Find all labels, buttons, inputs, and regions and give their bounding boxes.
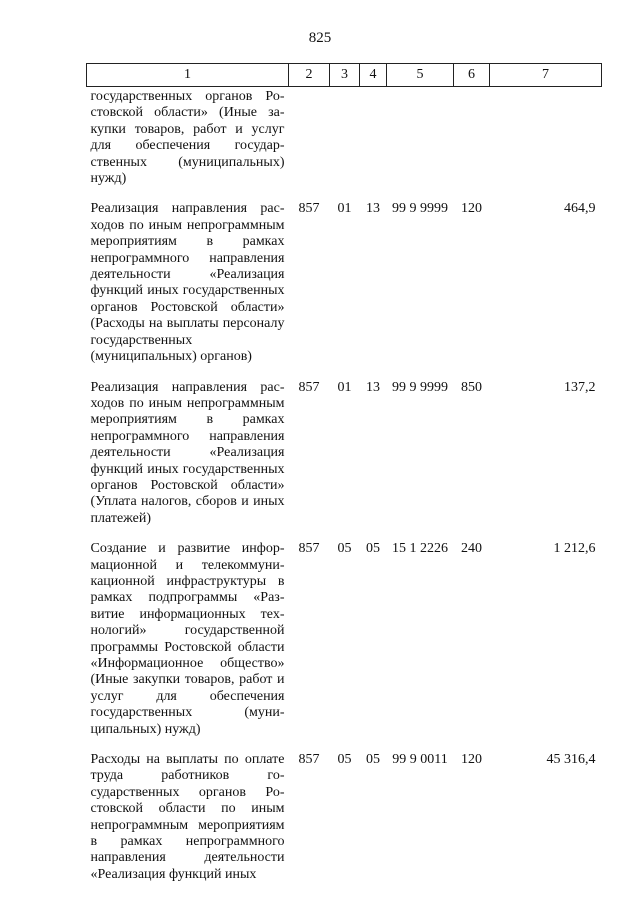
row-code-expense-type: 240 xyxy=(461,541,482,557)
row-code-section: 05 xyxy=(337,541,352,557)
row-code-section xyxy=(330,87,360,202)
column-header-4: 4 xyxy=(360,64,387,87)
row-code-subsection: 13 xyxy=(366,379,380,395)
row-code-target xyxy=(387,87,454,202)
row-code-subsection: 05 xyxy=(366,541,380,557)
column-header-6: 6 xyxy=(454,64,490,87)
column-header-2: 2 xyxy=(289,64,330,87)
column-header-1: 1 xyxy=(87,64,289,87)
row-amount: 464,9 xyxy=(564,201,596,217)
column-header-5: 5 xyxy=(387,64,454,87)
row-code-section: 01 xyxy=(337,201,352,217)
table-row xyxy=(87,752,602,897)
row-code-ministry: 857 xyxy=(298,379,320,395)
table-row xyxy=(87,87,602,202)
row-code-expense-type: 120 xyxy=(461,201,482,217)
table-body xyxy=(87,87,602,898)
row-description: Создание и развитие информационной и телекоммуникационной инфраструктуры в рамках подпрограммы «Развитие информационных технологий» государственной программы Ростовской области «Информационное общество» (Иные закупки товаров, работ и услуг для обеспечения государственных (муниципальных) нужд) xyxy=(90,541,285,737)
row-code-subsection xyxy=(360,87,387,202)
row-code-expense-type: 850 xyxy=(461,379,482,395)
row-code-section: 05 xyxy=(337,752,352,768)
table-row xyxy=(87,541,602,752)
row-code-ministry xyxy=(289,87,330,202)
row-code-subsection: 05 xyxy=(366,752,380,768)
row-code-target: 15 1 2226 xyxy=(392,541,448,557)
row-amount: 1 212,6 xyxy=(553,541,596,557)
row-code-ministry: 857 xyxy=(298,201,320,217)
row-description: государственных органов Ростовской области» (Иные закупки товаров, работ и услуг для обеспечения государственных (муниципальных) нужд) xyxy=(90,89,285,187)
row-code-section: 01 xyxy=(337,379,352,395)
header-row xyxy=(87,64,602,87)
row-description: Реализация направления расходов по иным непрограммным мероприятиям в рамках непрограммного направления деятельности «Реализация функций иных государственных органов Ростовской области» (Уплата налогов, сборов и иных платежей) xyxy=(90,379,285,526)
page-number: 825 xyxy=(308,30,332,46)
row-description: Реализация направления расходов по иным непрограммным мероприятиям в рамках непрограммного направления деятельности «Реализация функций иных государственных органов Ростовской области» (Расходы на выплаты персоналу государственных (муниципальных) органов) xyxy=(90,201,285,365)
column-header-7: 7 xyxy=(490,64,602,87)
table-row xyxy=(87,201,602,379)
row-amount xyxy=(490,87,602,202)
row-code-ministry: 857 xyxy=(298,752,320,768)
row-code-ministry: 857 xyxy=(298,541,320,557)
table-row xyxy=(87,380,602,542)
column-header-3: 3 xyxy=(330,64,360,87)
table-header xyxy=(87,64,602,87)
row-amount: 137,2 xyxy=(564,379,596,395)
row-code-subsection: 13 xyxy=(366,201,380,217)
budget-table xyxy=(86,63,602,897)
row-code-target: 99 9 0011 xyxy=(392,752,448,768)
row-code-expense-type xyxy=(454,87,490,202)
row-description: Расходы на выплаты по оплате труда работников государственных органов Ростовской области по иным непрограммным мероприятиям в рамках непрограммного направления деятельности «Реализация функций иных xyxy=(90,752,285,882)
row-code-target: 99 9 9999 xyxy=(392,201,448,217)
row-code-expense-type: 120 xyxy=(461,752,482,768)
row-code-target: 99 9 9999 xyxy=(392,379,448,395)
row-amount: 45 316,4 xyxy=(546,752,596,768)
